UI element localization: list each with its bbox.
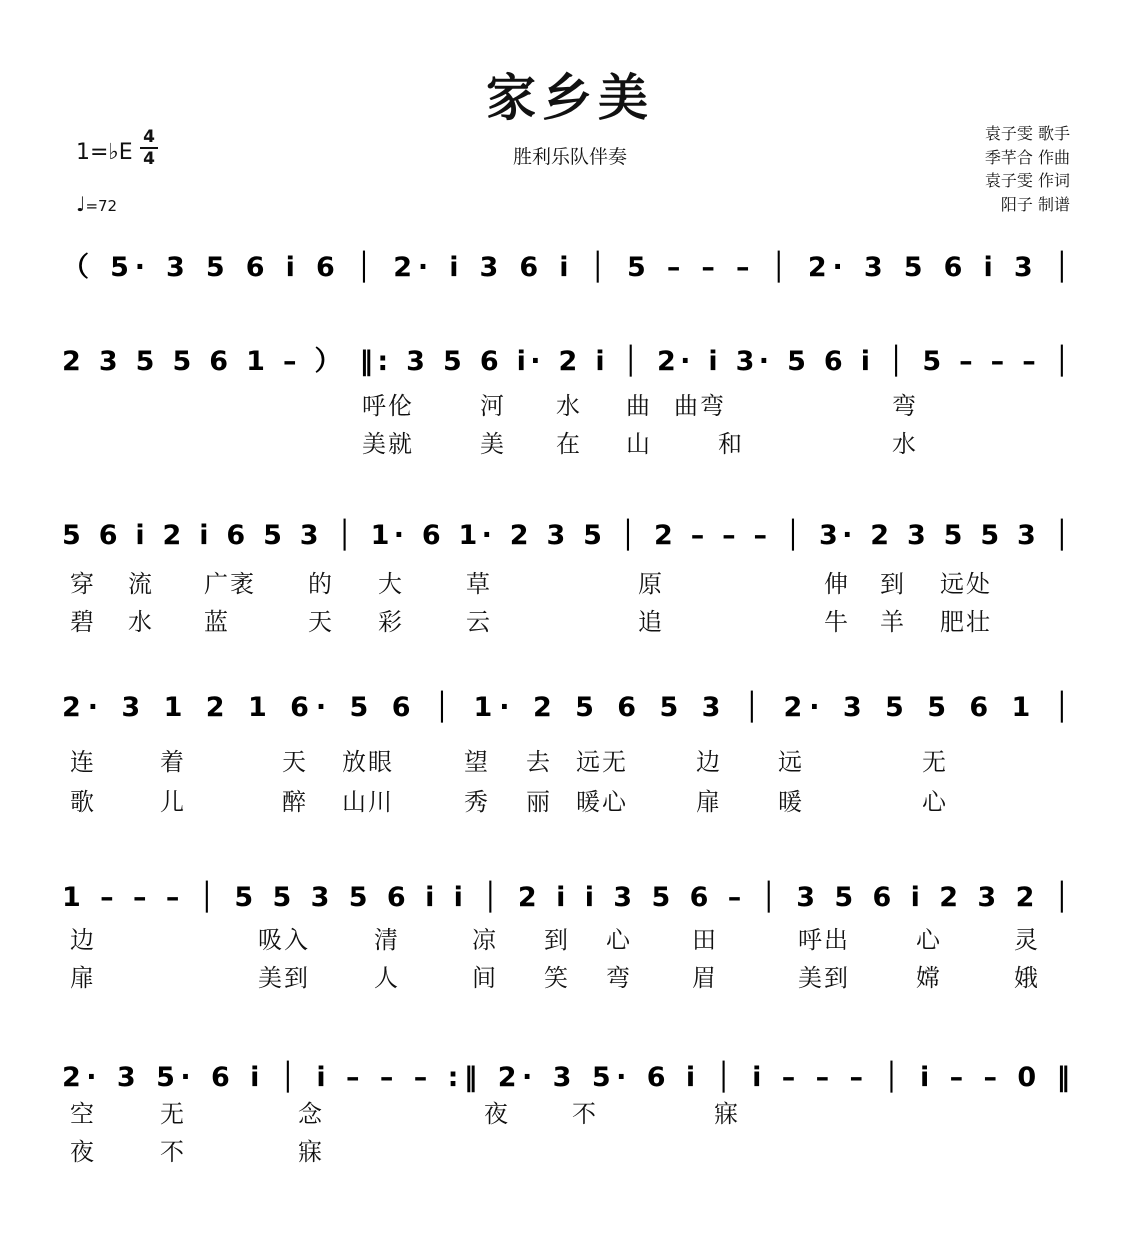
lyrics-line-2-verse-2 [62, 424, 1074, 458]
score-system-3 [62, 514, 1074, 554]
lyric: 山川 [342, 788, 394, 816]
lyric: 无 [922, 748, 948, 776]
lyric: 着 [160, 748, 186, 776]
credit-composer: 季芊合 作曲 [984, 147, 1070, 167]
lyric: 心 [606, 926, 632, 954]
lyric: 寐 [714, 1100, 740, 1128]
lyric: 人 [374, 964, 400, 992]
credit-lyricist: 袁子雯 作词 [984, 171, 1070, 190]
lyric: 原 [638, 570, 664, 598]
lyric: 眉 [692, 964, 718, 992]
lyric: 心 [916, 926, 942, 954]
lyric: 在 [556, 430, 582, 458]
lyric: 伸 [824, 570, 850, 598]
lyric: 清 [374, 926, 400, 954]
notation-text: （ 5· 3 5 6 i 6 │ 2· i 3 6 i │ 5 – – – │ 2· 3 5 6 i 3 │ [62, 252, 1071, 283]
lyric: 连 [70, 748, 96, 776]
notation-line-1 [62, 246, 1074, 286]
lyric: 河 [480, 392, 506, 420]
lyric: 夜 [70, 1138, 96, 1166]
lyrics-line-3-verse-2 [62, 602, 1074, 636]
lyric: 田 [692, 926, 718, 954]
lyric: 远处 [940, 570, 992, 598]
lyric: 秀 [464, 788, 490, 816]
lyric: 天 [282, 748, 308, 776]
credits [985, 122, 1070, 216]
lyric: 碧 [70, 608, 96, 636]
lyric: 远 [778, 748, 804, 776]
lyric: 去 [526, 748, 552, 776]
lyric: 云 [466, 608, 492, 636]
lyric: 心 [922, 788, 948, 816]
notation-text: 2· 3 1 2 1 6· 5 6 │ 1· 2 5 6 5 3 │ 2· 3 5 5 6 1 │ [62, 692, 1070, 723]
lyric: 边 [696, 748, 722, 776]
notation-line-6 [62, 1056, 1074, 1096]
lyric: 山 [626, 430, 652, 458]
lyric: 儿 [160, 788, 186, 816]
tempo-marking [76, 192, 117, 216]
notation-line-4 [62, 686, 1074, 726]
lyric: 不 [572, 1100, 598, 1128]
key-signature: 1=♭E [76, 140, 133, 165]
lyrics-line-4-verse-2 [62, 782, 1074, 816]
lyrics-line-3-verse-1 [62, 564, 1074, 598]
lyric: 嫦 [916, 964, 942, 992]
lyric: 追 [638, 608, 664, 636]
lyric: 到 [544, 926, 570, 954]
lyric: 水 [892, 430, 918, 458]
lyric: 美到 [258, 964, 310, 992]
lyric: 空 [70, 1100, 96, 1128]
lyric: 和 [718, 430, 744, 458]
notation-text: 2· 3 5· 6 i │ i – – – :‖ 2· 3 5· 6 i │ i – – – │ i – – 0 ‖ [62, 1062, 1070, 1093]
lyric: 弯 [606, 964, 632, 992]
notation-text: 2 3 5 5 6 1 – ） ‖: 3 5 6 i· 2 i │ 2· i 3· 5 6 i │ 5 – – – │ [62, 346, 1070, 377]
lyric: 间 [472, 964, 498, 992]
lyrics-line-6-verse-1 [62, 1094, 1074, 1128]
lyric: 曲 [626, 392, 652, 420]
lyric: 吸入 [258, 926, 310, 954]
lyric: 呼出 [798, 926, 850, 954]
lyric: 凉 [472, 926, 498, 954]
score-system-4 [62, 686, 1074, 726]
score-system-1 [62, 246, 1074, 286]
lyric: 肥壮 [940, 608, 992, 636]
lyric: 美 [480, 430, 506, 458]
lyric: 歌 [70, 788, 96, 816]
lyric: 丽 [526, 788, 552, 816]
lyric: 彩 [378, 608, 404, 636]
lyric: 羊 [880, 608, 906, 636]
notation-line-5 [62, 876, 1074, 916]
lyric: 曲弯 [674, 392, 726, 420]
lyric: 念 [298, 1100, 324, 1128]
lyric: 暖 [778, 788, 804, 816]
lyric: 醉 [282, 788, 308, 816]
lyric: 水 [128, 608, 154, 636]
lyric: 笑 [544, 964, 570, 992]
lyrics-line-6-verse-2 [62, 1132, 1074, 1166]
lyric: 美就 [362, 430, 414, 458]
notation-line-2 [62, 340, 1074, 380]
lyric: 娥 [1014, 964, 1040, 992]
lyric: 扉 [70, 964, 96, 992]
lyrics-line-4-verse-1 [62, 742, 1074, 776]
lyric: 扉 [696, 788, 722, 816]
lyric: 到 [880, 570, 906, 598]
tempo-value: =72 [85, 197, 118, 215]
lyrics-line-2-verse-1 [62, 386, 1074, 420]
notation-line-3 [62, 514, 1074, 554]
lyric: 灵 [1014, 926, 1040, 954]
lyric: 蓝 [204, 608, 230, 636]
lyric: 暖心 [576, 788, 628, 816]
lyric: 无 [160, 1100, 186, 1128]
lyric: 夜 [484, 1100, 510, 1128]
lyric: 草 [466, 570, 492, 598]
score-system-5 [62, 876, 1074, 916]
lyric: 广袤 [204, 570, 256, 598]
lyric: 不 [160, 1138, 186, 1166]
lyric: 大 [378, 570, 404, 598]
credit-transcriber: 阳子 制谱 [1000, 194, 1070, 214]
notation-text: 1 – – – │ 5 5 3 5 6 i i │ 2 i i 3 5 6 – │ 3 5 6 i 2 3 2 │ [62, 882, 1070, 913]
song-subtitle: 胜利乐队伴奏 [512, 146, 627, 168]
lyric: 流 [128, 570, 154, 598]
notation-text: 5 6 i 2 i 6 5 3 │ 1· 6 1· 2 3 5 │ 2 – – – │ 3· 2 3 5 5 3 │ [62, 520, 1071, 551]
time-signature-bottom: 4 [143, 149, 155, 169]
lyric: 边 [70, 926, 96, 954]
lyric: 牛 [824, 608, 850, 636]
time-signature [140, 128, 158, 168]
lyrics-line-5-verse-2 [62, 958, 1074, 992]
lyric: 美到 [798, 964, 850, 992]
lyric: 呼伦 [362, 392, 414, 420]
song-title: 家乡美 [486, 69, 654, 127]
lyric: 远无 [576, 748, 628, 776]
lyric: 放眼 [342, 748, 394, 776]
time-signature-top: 4 [143, 127, 155, 147]
lyric: 望 [464, 748, 490, 776]
lyric: 弯 [892, 392, 918, 420]
lyric: 的 [308, 570, 334, 598]
lyric: 寐 [298, 1138, 324, 1166]
credit-singer: 袁子雯 歌手 [984, 124, 1070, 143]
lyric: 穿 [70, 570, 96, 598]
score-system-2 [62, 340, 1074, 380]
score-system-6 [62, 1056, 1074, 1096]
lyric: 天 [308, 608, 334, 636]
lyric: 水 [556, 392, 582, 420]
lyrics-line-5-verse-1 [62, 920, 1074, 954]
quarter-note-icon: ♩ [76, 192, 86, 216]
